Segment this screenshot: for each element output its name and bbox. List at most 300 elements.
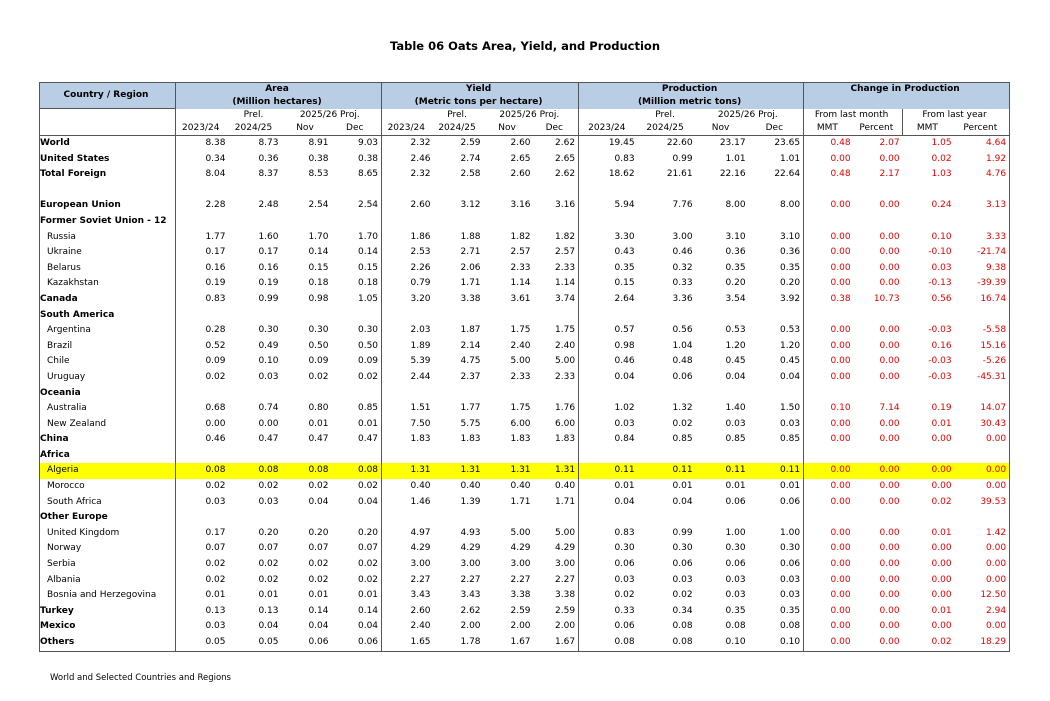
- table-cell: [638, 386, 696, 402]
- table-cell: 2.48: [258, 200, 279, 211]
- table-cell: 0.08: [638, 635, 696, 651]
- table-cell: 0.04: [258, 621, 279, 632]
- table-cell: 2.40: [555, 340, 576, 351]
- table-cell: 8.65: [357, 169, 379, 180]
- table-cell: 0.00: [931, 621, 952, 632]
- table-cell: 2.14: [460, 340, 481, 351]
- table-cell: 0.00: [879, 527, 900, 538]
- table-cell: 0.53: [725, 325, 746, 336]
- table-cell: [332, 386, 382, 402]
- table-cell: 0.13: [176, 604, 229, 620]
- table-cell: 0.79: [382, 276, 434, 292]
- table-cell: 0.00: [879, 543, 900, 554]
- table-row: [40, 245, 1010, 261]
- table-cell: 0.02: [176, 573, 229, 589]
- table-cell: 23.65: [774, 138, 801, 148]
- table-cell: [332, 214, 382, 230]
- table-cell: 0.16: [258, 262, 279, 273]
- table-cell: 0.02: [903, 635, 955, 651]
- year-2024-25-label: 2024/25: [638, 122, 696, 136]
- table-row: [40, 541, 1010, 557]
- table-cell: 0.00: [931, 543, 952, 554]
- table-cell: 2.59: [555, 605, 576, 616]
- table-cell: 0.00: [879, 418, 900, 429]
- table-cell: 2.07: [879, 138, 900, 148]
- year-2023-24-label: 2023/24: [176, 122, 229, 136]
- table-cell: 0.01: [308, 418, 329, 429]
- table-cell: 0.09: [308, 356, 329, 367]
- table-cell: 2.33: [510, 371, 531, 382]
- table-cell: 0.13: [258, 605, 279, 616]
- table-cell: 0.00: [804, 245, 854, 261]
- table-cell: 0.06: [282, 635, 332, 651]
- table-cell: 2.60: [510, 138, 531, 148]
- table-cell: 1.77: [460, 403, 481, 414]
- table-cell: 0.06: [579, 557, 638, 573]
- table-cell: 2.59: [510, 605, 531, 616]
- table-cell: 0.03: [780, 574, 801, 585]
- table-cell: [282, 386, 332, 402]
- table-cell: 0.56: [931, 293, 952, 304]
- table-cell: 2.60: [510, 169, 531, 180]
- table-cell: 2.60: [382, 604, 434, 620]
- table-cell: [749, 386, 804, 402]
- table-cell: 39.53: [955, 495, 1010, 511]
- table-row: [40, 510, 1010, 526]
- table-cell: 0.18: [357, 278, 379, 289]
- table-cell: 0.99: [672, 153, 693, 164]
- blank-cell: [40, 109, 176, 122]
- table-cell: 0.03: [780, 590, 801, 601]
- table-cell: 0.83: [579, 526, 638, 542]
- table-cell: [176, 510, 229, 526]
- table-cell: 0.10: [696, 635, 749, 651]
- table-cell: 8.91: [308, 138, 329, 148]
- table-cell: 0.00: [879, 247, 900, 258]
- table-cell: 0.00: [804, 417, 854, 433]
- country-name: European Union: [40, 198, 176, 214]
- table-cell: 0.28: [176, 323, 229, 339]
- table-cell: 0.11: [579, 463, 638, 479]
- table-cell: 3.16: [555, 200, 576, 211]
- table-cell: 0.47: [357, 434, 379, 445]
- table-cell: [579, 510, 638, 526]
- table-cell: 0.01: [725, 481, 746, 492]
- table-row: [40, 167, 1010, 183]
- table-row: [40, 448, 1010, 464]
- table-cell: [749, 214, 804, 230]
- table-cell: 1.83: [510, 434, 531, 445]
- table-cell: 1.82: [510, 231, 531, 242]
- table-row: [40, 354, 1010, 370]
- table-cell: 0.08: [176, 463, 229, 479]
- table-cell: 1.05: [357, 293, 379, 304]
- oats-table: [39, 82, 1010, 652]
- table-title: Table 06 Oats Area, Yield, and Production: [389, 39, 661, 53]
- table-cell: 0.20: [780, 278, 801, 289]
- table-cell: [282, 214, 332, 230]
- table-cell: 1.71: [555, 496, 576, 507]
- country-name: Argentina: [40, 323, 176, 339]
- table-cell: 0.00: [854, 463, 903, 479]
- table-cell: 8.38: [176, 136, 229, 152]
- table-cell: 18.62: [579, 167, 638, 183]
- table-cell: 1.32: [672, 403, 693, 414]
- table-cell: 0.48: [672, 356, 693, 367]
- table-cell: 0.43: [579, 245, 638, 261]
- table-cell: -0.03: [928, 325, 952, 336]
- table-cell: [696, 183, 749, 199]
- table-cell: 10.73: [873, 293, 900, 304]
- table-cell: 0.06: [780, 496, 801, 507]
- percent-label: Percent: [955, 122, 1010, 136]
- country-name: China: [40, 432, 176, 448]
- table-cell: 0.35: [725, 605, 746, 616]
- table-cell: 0.46: [672, 247, 693, 258]
- table-cell: 0.36: [258, 153, 279, 164]
- table-cell: [382, 510, 434, 526]
- table-cell: [749, 448, 804, 464]
- country-name: [40, 183, 176, 199]
- table-cell: 0.04: [308, 496, 329, 507]
- table-cell: 0.01: [931, 418, 952, 429]
- country-name: Belarus: [40, 261, 176, 277]
- table-cell: 0.84: [579, 432, 638, 448]
- table-cell: 0.20: [258, 527, 279, 538]
- table-cell: 0.03: [258, 496, 279, 507]
- table-row: [40, 136, 1010, 152]
- table-cell: 0.00: [804, 463, 854, 479]
- table-cell: [229, 448, 282, 464]
- table-cell: 0.00: [955, 479, 1010, 495]
- table-cell: 0.47: [258, 434, 279, 445]
- table-cell: 0.08: [579, 635, 638, 651]
- table-cell: 0.00: [931, 559, 952, 570]
- table-cell: 0.11: [638, 463, 696, 479]
- table-cell: 0.08: [229, 463, 282, 479]
- table-cell: 0.00: [804, 198, 854, 214]
- table-cell: 0.10: [931, 231, 952, 242]
- table-cell: 5.94: [579, 198, 638, 214]
- table-row: [40, 557, 1010, 573]
- table-cell: 0.04: [579, 495, 638, 511]
- table-cell: 2.54: [357, 200, 379, 211]
- table-cell: 1.46: [382, 495, 434, 511]
- table-cell: 1.89: [382, 339, 434, 355]
- table-cell: [749, 308, 804, 324]
- country-name: Kazakhstan: [40, 276, 176, 292]
- area-header: Area: [176, 83, 382, 97]
- table-cell: -21.74: [955, 245, 1010, 261]
- table-cell: 0.08: [332, 463, 382, 479]
- blank-cell: [176, 109, 229, 122]
- country-name: Others: [40, 635, 176, 651]
- table-cell: 0.06: [579, 619, 638, 635]
- table-cell: 2.65: [510, 153, 531, 164]
- table-cell: 3.10: [725, 231, 746, 242]
- table-cell: 1.76: [555, 403, 576, 414]
- table-cell: 0.02: [357, 371, 379, 382]
- table-cell: [534, 386, 579, 402]
- nov-label: Nov: [696, 122, 749, 136]
- table-cell: [854, 386, 903, 402]
- table-row: [40, 261, 1010, 277]
- table-cell: 1.92: [955, 152, 1010, 168]
- table-cell: 1.70: [357, 231, 379, 242]
- table-cell: [176, 183, 229, 199]
- table-cell: 0.01: [357, 418, 379, 429]
- table-cell: 2.94: [955, 604, 1010, 620]
- table-cell: -0.03: [928, 356, 952, 367]
- table-cell: 0.15: [357, 262, 379, 273]
- table-cell: [434, 183, 484, 199]
- table-cell: 0.08: [282, 463, 332, 479]
- table-cell: [176, 308, 229, 324]
- table-cell: 0.03: [931, 262, 952, 273]
- table-cell: 0.05: [229, 635, 282, 651]
- table-cell: 22.60: [666, 138, 693, 148]
- table-cell: 0.00: [879, 434, 900, 445]
- table-cell: 0.00: [804, 495, 854, 511]
- blank-cell: [382, 109, 434, 122]
- table-cell: 0.98: [308, 293, 329, 304]
- table-cell: 0.30: [308, 325, 329, 336]
- country-name: New Zealand: [40, 417, 176, 433]
- table-cell: [696, 214, 749, 230]
- table-cell: [382, 308, 434, 324]
- table-cell: [955, 448, 1010, 464]
- table-cell: 2.27: [460, 574, 481, 585]
- table-cell: 0.15: [308, 262, 329, 273]
- table-row: [40, 417, 1010, 433]
- country-name: Ukraine: [40, 245, 176, 261]
- table-cell: 1.83: [460, 434, 481, 445]
- table-cell: 0.00: [931, 481, 952, 492]
- blank-cell: [40, 122, 176, 136]
- table-cell: 1.31: [382, 463, 434, 479]
- table-cell: 1.20: [780, 340, 801, 351]
- table-cell: 5.00: [555, 356, 576, 367]
- table-cell: 0.00: [879, 356, 900, 367]
- table-cell: 8.53: [308, 169, 329, 180]
- table-cell: 0.01: [579, 479, 638, 495]
- table-cell: 0.30: [725, 543, 746, 554]
- table-cell: 22.16: [719, 169, 746, 180]
- table-cell: [534, 308, 579, 324]
- table-cell: 5.39: [382, 354, 434, 370]
- table-cell: [854, 448, 903, 464]
- country-name: United States: [40, 152, 176, 168]
- dec-label: Dec: [534, 122, 579, 136]
- year-2023-24-label: 2023/24: [382, 122, 434, 136]
- table-cell: 3.00: [672, 231, 693, 242]
- table-cell: 1.82: [555, 231, 576, 242]
- country-name: Africa: [40, 448, 176, 464]
- table-cell: [955, 510, 1010, 526]
- table-cell: 0.00: [804, 635, 854, 651]
- table-cell: 0.01: [780, 481, 801, 492]
- table-row: [40, 386, 1010, 402]
- table-cell: 3.38: [460, 293, 481, 304]
- table-cell: 0.00: [879, 559, 900, 570]
- table-cell: 0.06: [725, 559, 746, 570]
- table-cell: 3.00: [382, 557, 434, 573]
- table-cell: 0.00: [804, 604, 854, 620]
- table-cell: 0.33: [579, 604, 638, 620]
- table-cell: 0.00: [879, 200, 900, 211]
- table-cell: 2.37: [460, 371, 481, 382]
- table-cell: [854, 214, 903, 230]
- table-cell: 8.04: [176, 167, 229, 183]
- table-cell: 0.53: [780, 325, 801, 336]
- table-cell: 0.18: [308, 278, 329, 289]
- table-cell: 3.30: [579, 230, 638, 246]
- table-cell: 0.40: [460, 481, 481, 492]
- table-row: [40, 619, 1010, 635]
- table-cell: 0.02: [176, 370, 229, 386]
- table-cell: 0.02: [308, 559, 329, 570]
- table-row: [40, 635, 1010, 651]
- table-cell: 2.58: [460, 169, 481, 180]
- country-name: Serbia: [40, 557, 176, 573]
- area-unit-header: (Million hectares): [176, 97, 382, 109]
- table-cell: 4.93: [460, 527, 481, 538]
- table-cell: [434, 214, 484, 230]
- table-cell: [434, 308, 484, 324]
- table-cell: 0.03: [176, 619, 229, 635]
- table-cell: 0.16: [931, 340, 952, 351]
- table-cell: 0.01: [931, 605, 952, 616]
- nov-label: Nov: [484, 122, 534, 136]
- table-row: [40, 370, 1010, 386]
- table-cell: 0.00: [176, 417, 229, 433]
- table-cell: 5.00: [555, 527, 576, 538]
- table-cell: 0.07: [308, 543, 329, 554]
- table-cell: [749, 183, 804, 199]
- table-cell: 0.46: [176, 432, 229, 448]
- table-cell: 1.83: [555, 434, 576, 445]
- table-cell: [903, 308, 955, 324]
- table-cell: -0.13: [928, 278, 952, 289]
- table-cell: 0.47: [308, 434, 329, 445]
- table-cell: [804, 386, 854, 402]
- table-cell: 6.00: [555, 418, 576, 429]
- country-name: Uruguay: [40, 370, 176, 386]
- table-cell: 19.45: [579, 136, 638, 152]
- table-cell: 0.40: [382, 479, 434, 495]
- table-cell: 3.38: [555, 590, 576, 601]
- table-cell: [638, 448, 696, 464]
- table-cell: 0.99: [672, 527, 693, 538]
- country-name: South America: [40, 308, 176, 324]
- table-cell: 3.43: [460, 590, 481, 601]
- table-cell: [176, 448, 229, 464]
- table-row: [40, 292, 1010, 308]
- table-cell: 0.00: [879, 574, 900, 585]
- table-cell: 2.74: [460, 153, 481, 164]
- table-row: [40, 432, 1010, 448]
- table-cell: 1.01: [780, 153, 801, 164]
- table-cell: 0.02: [176, 557, 229, 573]
- table-cell: -0.03: [928, 371, 952, 382]
- table-cell: [804, 510, 854, 526]
- table-cell: 0.04: [780, 371, 801, 382]
- table-cell: 1.05: [931, 138, 952, 148]
- table-row: [40, 276, 1010, 292]
- table-cell: 3.13: [955, 198, 1010, 214]
- table-cell: 0.00: [879, 325, 900, 336]
- table-row: [40, 152, 1010, 168]
- table-cell: 2.60: [382, 198, 434, 214]
- table-cell: 2.44: [382, 370, 434, 386]
- mmt-label: MMT: [804, 122, 854, 136]
- table-cell: 2.33: [555, 371, 576, 382]
- table-cell: 2.33: [510, 262, 531, 273]
- table-cell: 0.01: [176, 588, 229, 604]
- table-cell: 0.02: [258, 481, 279, 492]
- table-cell: 0.38: [357, 153, 379, 164]
- table-cell: [534, 510, 579, 526]
- table-cell: [854, 510, 903, 526]
- table-cell: 0.14: [357, 247, 379, 258]
- table-cell: [854, 308, 903, 324]
- country-name: Algeria: [40, 463, 176, 479]
- table-cell: 0.30: [672, 543, 693, 554]
- table-cell: 0.04: [357, 496, 379, 507]
- table-cell: 1.39: [460, 496, 481, 507]
- table-cell: 3.92: [780, 293, 801, 304]
- proj-label: 2025/26 Proj.: [282, 109, 382, 122]
- table-cell: 2.03: [382, 323, 434, 339]
- table-cell: 2.40: [382, 619, 434, 635]
- table-cell: 5.00: [510, 356, 531, 367]
- table-cell: 0.00: [804, 354, 854, 370]
- table-cell: 0.03: [725, 574, 746, 585]
- table-cell: [955, 214, 1010, 230]
- table-cell: 2.62: [555, 138, 576, 148]
- country-name: Turkey: [40, 604, 176, 620]
- table-cell: 0.46: [579, 354, 638, 370]
- table-cell: 4.76: [955, 167, 1010, 183]
- table-cell: [382, 386, 434, 402]
- table-cell: 1.67: [484, 635, 534, 651]
- table-cell: 0.15: [579, 276, 638, 292]
- table-row: [40, 401, 1010, 417]
- country-name: World: [40, 136, 176, 152]
- table-cell: 3.00: [510, 559, 531, 570]
- table-cell: 2.33: [555, 262, 576, 273]
- production-unit-header: (Million metric tons): [579, 97, 804, 109]
- table-cell: 0.02: [357, 481, 379, 492]
- table-cell: 0.52: [176, 339, 229, 355]
- table-cell: 0.08: [672, 621, 693, 632]
- table-row: [40, 198, 1010, 214]
- table-cell: 0.06: [332, 635, 382, 651]
- from-last-month-label: From last month: [804, 109, 903, 122]
- table-cell: 3.36: [672, 293, 693, 304]
- table-cell: 0.00: [955, 619, 1010, 635]
- table-cell: 0.50: [357, 340, 379, 351]
- mmt-label: MMT: [903, 122, 955, 136]
- table-cell: 1.75: [510, 325, 531, 336]
- table-row: [40, 495, 1010, 511]
- table-cell: [696, 510, 749, 526]
- table-cell: 0.14: [308, 605, 329, 616]
- table-cell: 0.10: [258, 356, 279, 367]
- proj-label: 2025/26 Proj.: [484, 109, 579, 122]
- table-cell: 0.17: [258, 247, 279, 258]
- table-cell: 1.03: [931, 169, 952, 180]
